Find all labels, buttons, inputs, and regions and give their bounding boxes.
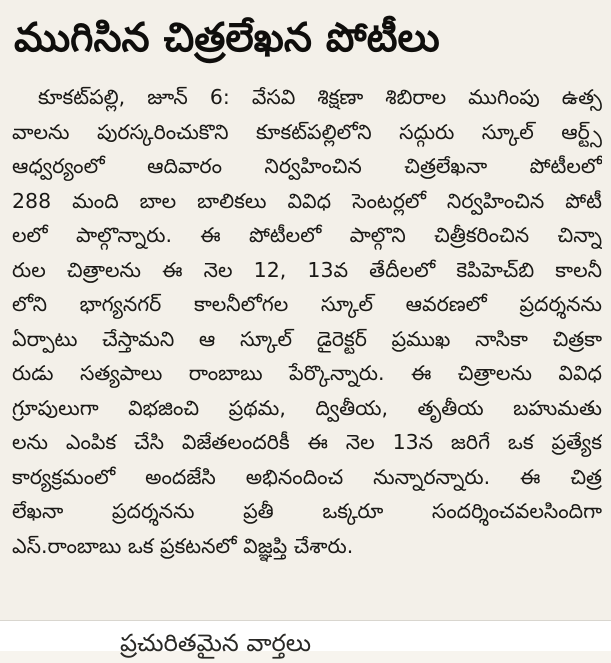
article-line: గ్రూపులుగా విభజించి ప్రథమ, ద్వితీయ, తృతీయ బహుమతు [12, 395, 602, 420]
headline: ముగిసిన చిత్రలేఖన పోటీలు [14, 15, 440, 61]
cut-off-next-headline: ప్రచురితమైన వార్తలు [120, 629, 312, 657]
article-line: ఆధ్వర్యంలో ఆదివారం నిర్వహించిన చిత్రలేఖనా పోటీలలో [12, 154, 602, 178]
article-line: లలో పాల్గొన్నారు. ఈ పోటీలలో పాల్గొని చిత్రీకరించిన చిన్నా [12, 223, 602, 247]
article-line: రుడు సత్యపాలు రాంబాబు పేర్కొన్నారు. ఈ చిత్రాలను వివిధ [12, 361, 602, 385]
article-line: వాలను పురస్కరించుకొని కూకట్‌పల్లిలోని సద్గురు స్కూల్ ఆర్ట్స్ [12, 119, 602, 144]
article-line: 288 మంది బాల బాలికలు వివిధ సెంటర్లలో నిర్వహించిన పోటీ [12, 188, 602, 213]
article-line: లోని భాగ్యనగర్ కాలనీలోగల స్కూల్ ఆవరణలో ప్రదర్శనను [12, 292, 602, 316]
article-line: ఎస్.రాంబాబు ఒక ప్రకటనలో విజ్ఞప్తి చేశారు. [12, 533, 354, 558]
article-line: లేఖనా ప్రదర్శనను ప్రతీ ఒక్కరూ సందర్శించవలసిందిగా [12, 499, 602, 523]
article-line: లను ఎంపిక చేసి విజేతలందరికీ ఈ నెల 13న జరిగే ఒక ప్రత్యేక [12, 430, 602, 454]
article-line: కార్యక్రమంలో అందజేసి అభినందించ నున్నారన్నారు. ఈ చిత్ర [12, 464, 602, 489]
article-line: రుల చిత్రాలను ఈ నెల 12, 13వ తేదీలలో కెపిహెచ్‌బి కాలనీ [12, 257, 602, 282]
article-body [12, 80, 602, 563]
article-line: కూకట్‌పల్లి, జూన్ 6: వేసవి శిక్షణా శిబిరాల ముగింపు ఉత్స [38, 85, 602, 109]
article-line: ఏర్పాటు చేస్తామని ఆ స్కూల్ డైరెక్టర్ ప్రముఖ నాసికా చిత్రకా [12, 326, 602, 351]
